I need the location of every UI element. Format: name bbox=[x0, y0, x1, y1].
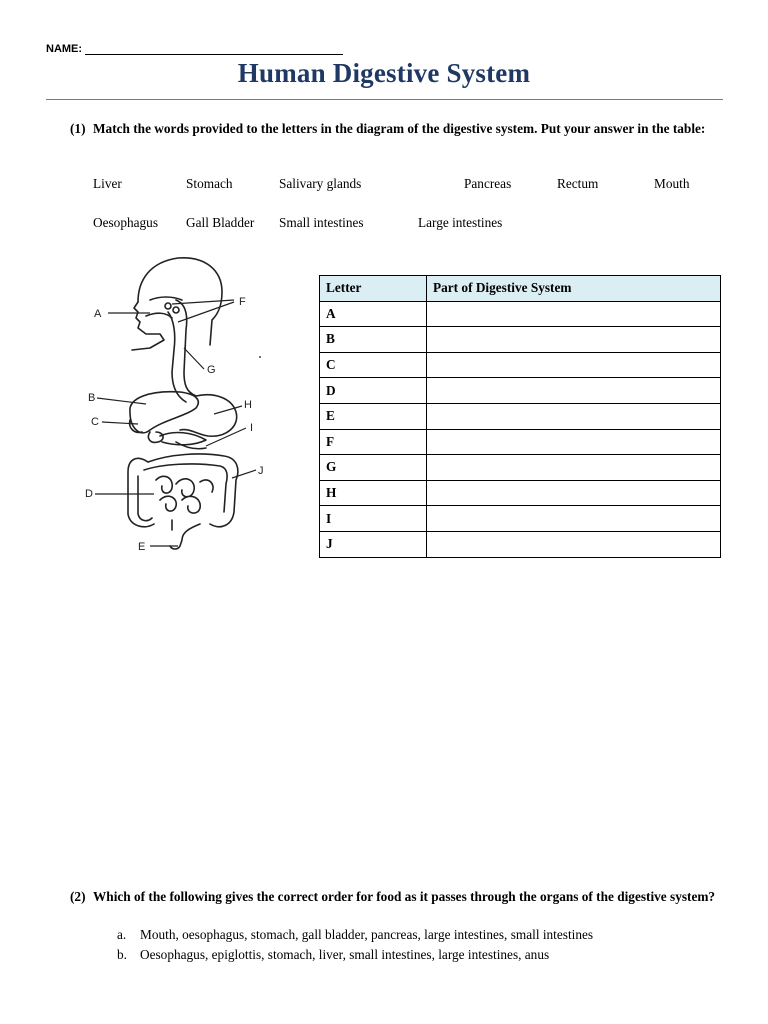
table-row bbox=[320, 301, 721, 327]
question-1-number: (1) bbox=[70, 121, 86, 136]
answer-cell[interactable] bbox=[427, 455, 721, 481]
row-letter: I bbox=[320, 506, 427, 532]
diagram-label-e: E bbox=[138, 541, 146, 553]
name-label: NAME: bbox=[46, 43, 83, 55]
question-2-text: Which of the following gives the correct order for food as it passes through the organs of the digestive system? bbox=[93, 889, 716, 904]
option-b-text: Oesophagus, epiglottis, stomach, liver, small intestines, large intestines, anus bbox=[140, 946, 550, 962]
row-letter: E bbox=[320, 403, 427, 429]
diagram-label-f: F bbox=[239, 296, 246, 308]
question-2-number: (2) bbox=[70, 889, 86, 904]
table-row bbox=[320, 352, 721, 378]
word-rectum: Rectum bbox=[557, 176, 599, 191]
table-row bbox=[320, 327, 721, 353]
row-letter: J bbox=[320, 531, 427, 557]
oesophagus bbox=[176, 300, 196, 396]
table-row bbox=[320, 378, 721, 404]
liver bbox=[130, 392, 198, 433]
title-underline bbox=[46, 99, 723, 100]
diagram-label-i: I bbox=[250, 422, 254, 434]
row-letter: C bbox=[320, 352, 427, 378]
table-header-letter: Letter bbox=[320, 276, 427, 302]
rectum bbox=[170, 524, 200, 549]
row-letter: H bbox=[320, 480, 427, 506]
option-b-label: b. bbox=[117, 946, 127, 962]
row-letter: B bbox=[320, 327, 427, 353]
page-title: Human Digestive System bbox=[237, 58, 531, 88]
answer-cell[interactable] bbox=[427, 352, 721, 378]
face-outline bbox=[132, 302, 164, 350]
diagram-label-h: H bbox=[244, 399, 252, 411]
answer-cell[interactable] bbox=[427, 327, 721, 353]
word-liver: Liver bbox=[93, 176, 122, 191]
digestive-system-diagram bbox=[86, 250, 282, 568]
small-intestine bbox=[156, 476, 213, 513]
tongue bbox=[146, 313, 172, 318]
option-b[interactable] bbox=[117, 945, 593, 965]
option-a-text: Mouth, oesophagus, stomach, gall bladder, pancreas, large intestines, small intestines bbox=[140, 927, 594, 942]
nasal-cavity bbox=[150, 297, 182, 300]
diagram-label-c: C bbox=[91, 416, 99, 428]
table-row bbox=[320, 403, 721, 429]
diagram-label-a: A bbox=[94, 308, 102, 320]
word-stomach: Stomach bbox=[186, 176, 233, 191]
word-salivary-glands: Salivary glands bbox=[279, 176, 362, 191]
option-a[interactable] bbox=[117, 925, 593, 945]
question-1 bbox=[70, 119, 722, 138]
question-2-options bbox=[117, 925, 593, 964]
answer-cell[interactable] bbox=[427, 301, 721, 327]
diagram-label-j: J bbox=[258, 465, 264, 477]
diagram-label-g: G bbox=[207, 364, 216, 376]
name-blank-line[interactable] bbox=[85, 43, 343, 55]
word-small-intestines: Small intestines bbox=[279, 215, 364, 230]
answer-cell[interactable] bbox=[427, 531, 721, 557]
option-a-label: a. bbox=[117, 927, 127, 942]
stomach bbox=[180, 395, 237, 436]
question-1-text: Match the words provided to the letters in the diagram of the digestive system. Put your answer in the table: bbox=[93, 121, 706, 136]
gall-bladder bbox=[148, 432, 163, 442]
question-2 bbox=[70, 887, 722, 906]
word-pancreas: Pancreas bbox=[464, 176, 512, 191]
name-field bbox=[46, 43, 343, 55]
row-letter: D bbox=[320, 378, 427, 404]
table-header-row bbox=[320, 276, 721, 302]
answer-cell[interactable] bbox=[427, 378, 721, 404]
table-row bbox=[320, 429, 721, 455]
answer-table bbox=[319, 275, 721, 558]
table-row bbox=[320, 531, 721, 557]
answer-cell[interactable] bbox=[427, 403, 721, 429]
row-letter: A bbox=[320, 301, 427, 327]
row-letter: G bbox=[320, 455, 427, 481]
answer-cell[interactable] bbox=[427, 506, 721, 532]
word-mouth: Mouth bbox=[654, 176, 690, 191]
answer-cell[interactable] bbox=[427, 429, 721, 455]
row-letter: F bbox=[320, 429, 427, 455]
table-header-part: Part of Digestive System bbox=[427, 276, 721, 302]
answer-cell[interactable] bbox=[427, 480, 721, 506]
diagram-label-d: D bbox=[85, 488, 93, 500]
word-gall-bladder: Gall Bladder bbox=[186, 215, 255, 230]
word-oesophagus: Oesophagus bbox=[93, 215, 158, 230]
table-row bbox=[320, 455, 721, 481]
word-large-intestines: Large intestines bbox=[418, 215, 503, 230]
diagram-label-b: B bbox=[88, 392, 96, 404]
table-row bbox=[320, 506, 721, 532]
table-row bbox=[320, 480, 721, 506]
